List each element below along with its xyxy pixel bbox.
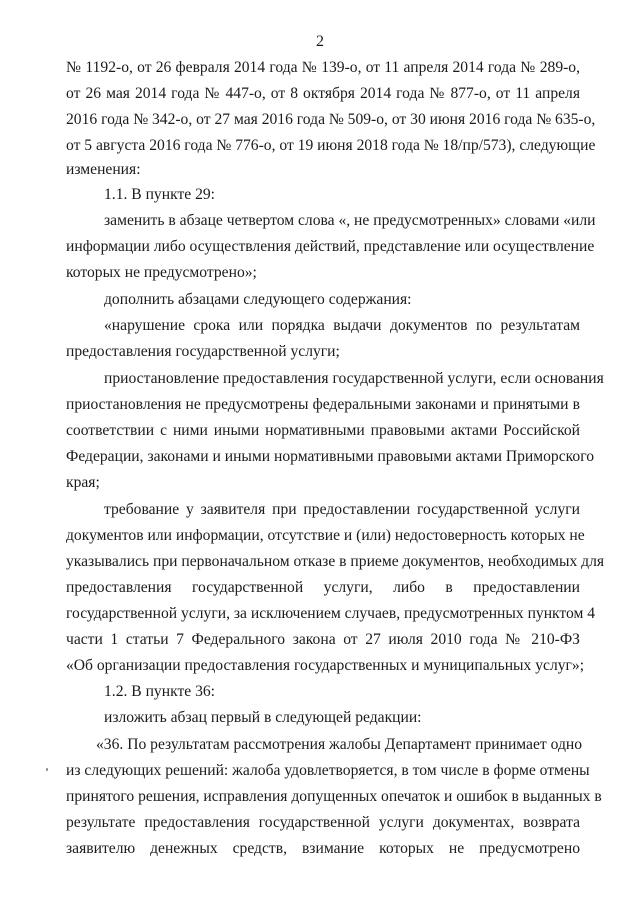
page-number: 2 (316, 33, 324, 50)
text-line-7: заменить в абзаце четвертом слова «, не предусмотренных» словами «или (104, 212, 596, 229)
text-line-29: принятого решения, исправления допущенных опечаток и ошибок в выданных в (66, 788, 602, 805)
text-line-5: изменения: (66, 161, 141, 178)
text-line-9: которых не предусмотрено»; (66, 264, 257, 281)
scan-speck (46, 768, 48, 771)
text-line-12: предоставления государственной услуги; (66, 343, 340, 360)
text-line-10: дополнить абзацами следующего содержания: (104, 291, 412, 308)
clause-heading-1-1: 1.1. В пункте 29: (104, 186, 216, 203)
text-line-2: от 26 мая 2014 года № 447-о, от 8 октября 2014 года № 877-о, от 11 апреля (66, 85, 580, 102)
text-line-17: края; (66, 474, 100, 491)
text-line-31: заявителю денежных средств, взимание которых не предусмотрено (66, 840, 580, 857)
text-line-14: приостановления не предусмотрены федеральными законами и принятыми в (66, 396, 580, 413)
text-line-19: документов или информации, отсутствие и (или) недостоверность которых не (66, 527, 585, 544)
text-line-21: предоставления государственной услуги, либо в предоставлении (66, 579, 580, 596)
text-line-20: указывались при первоначальном отказе в приеме документов, необходимых для (66, 553, 605, 570)
text-line-30: результате предоставления государственной услуги документах, возврата (66, 814, 580, 831)
text-line-11: «нарушение срока или порядка выдачи документов по результатам (104, 317, 580, 334)
text-line-15: соответствии с ними иными нормативными правовыми актами Российской (66, 422, 580, 439)
text-line-26: изложить абзац первый в следующей редакции: (104, 709, 422, 726)
text-line-24: «Об организации предоставления государственных и муниципальных услуг»; (66, 657, 585, 674)
clause-heading-1-2: 1.2. В пункте 36: (104, 683, 216, 700)
text-line-27: «36. По результатам рассмотрения жалобы Департамент принимает одно (96, 736, 583, 753)
text-line-1: № 1192-о, от 26 февраля 2014 года № 139-о, от 11 апреля 2014 года № 289-о, (66, 59, 580, 76)
text-line-18: требование у заявителя при предоставлении государственной услуги (104, 501, 580, 518)
text-line-28: из следующих решений: жалоба удовлетворяется, в том числе в форме отмены (66, 762, 590, 779)
text-line-4: от 5 августа 2016 года № 776-о, от 19 июня 2018 года № 18/пр/573), следующие (66, 137, 596, 154)
text-line-22: государственной услуги, за исключением случаев, предусмотренных пунктом 4 (66, 605, 596, 622)
text-line-23: части 1 статьи 7 Федерального закона от 27 июля 2010 года № 210-ФЗ (66, 631, 580, 648)
text-line-8: информации либо осуществления действий, представление или осуществление (66, 238, 595, 255)
text-line-13: приостановление предоставления государственной услуги, если основания (104, 370, 604, 387)
text-line-3: 2016 года № 342-о, от 27 мая 2016 года № 509-о, от 30 июня 2016 года № 635-о, (66, 111, 596, 128)
text-line-16: Федерации, законами и иными нормативными правовыми актами Приморского (66, 448, 595, 465)
